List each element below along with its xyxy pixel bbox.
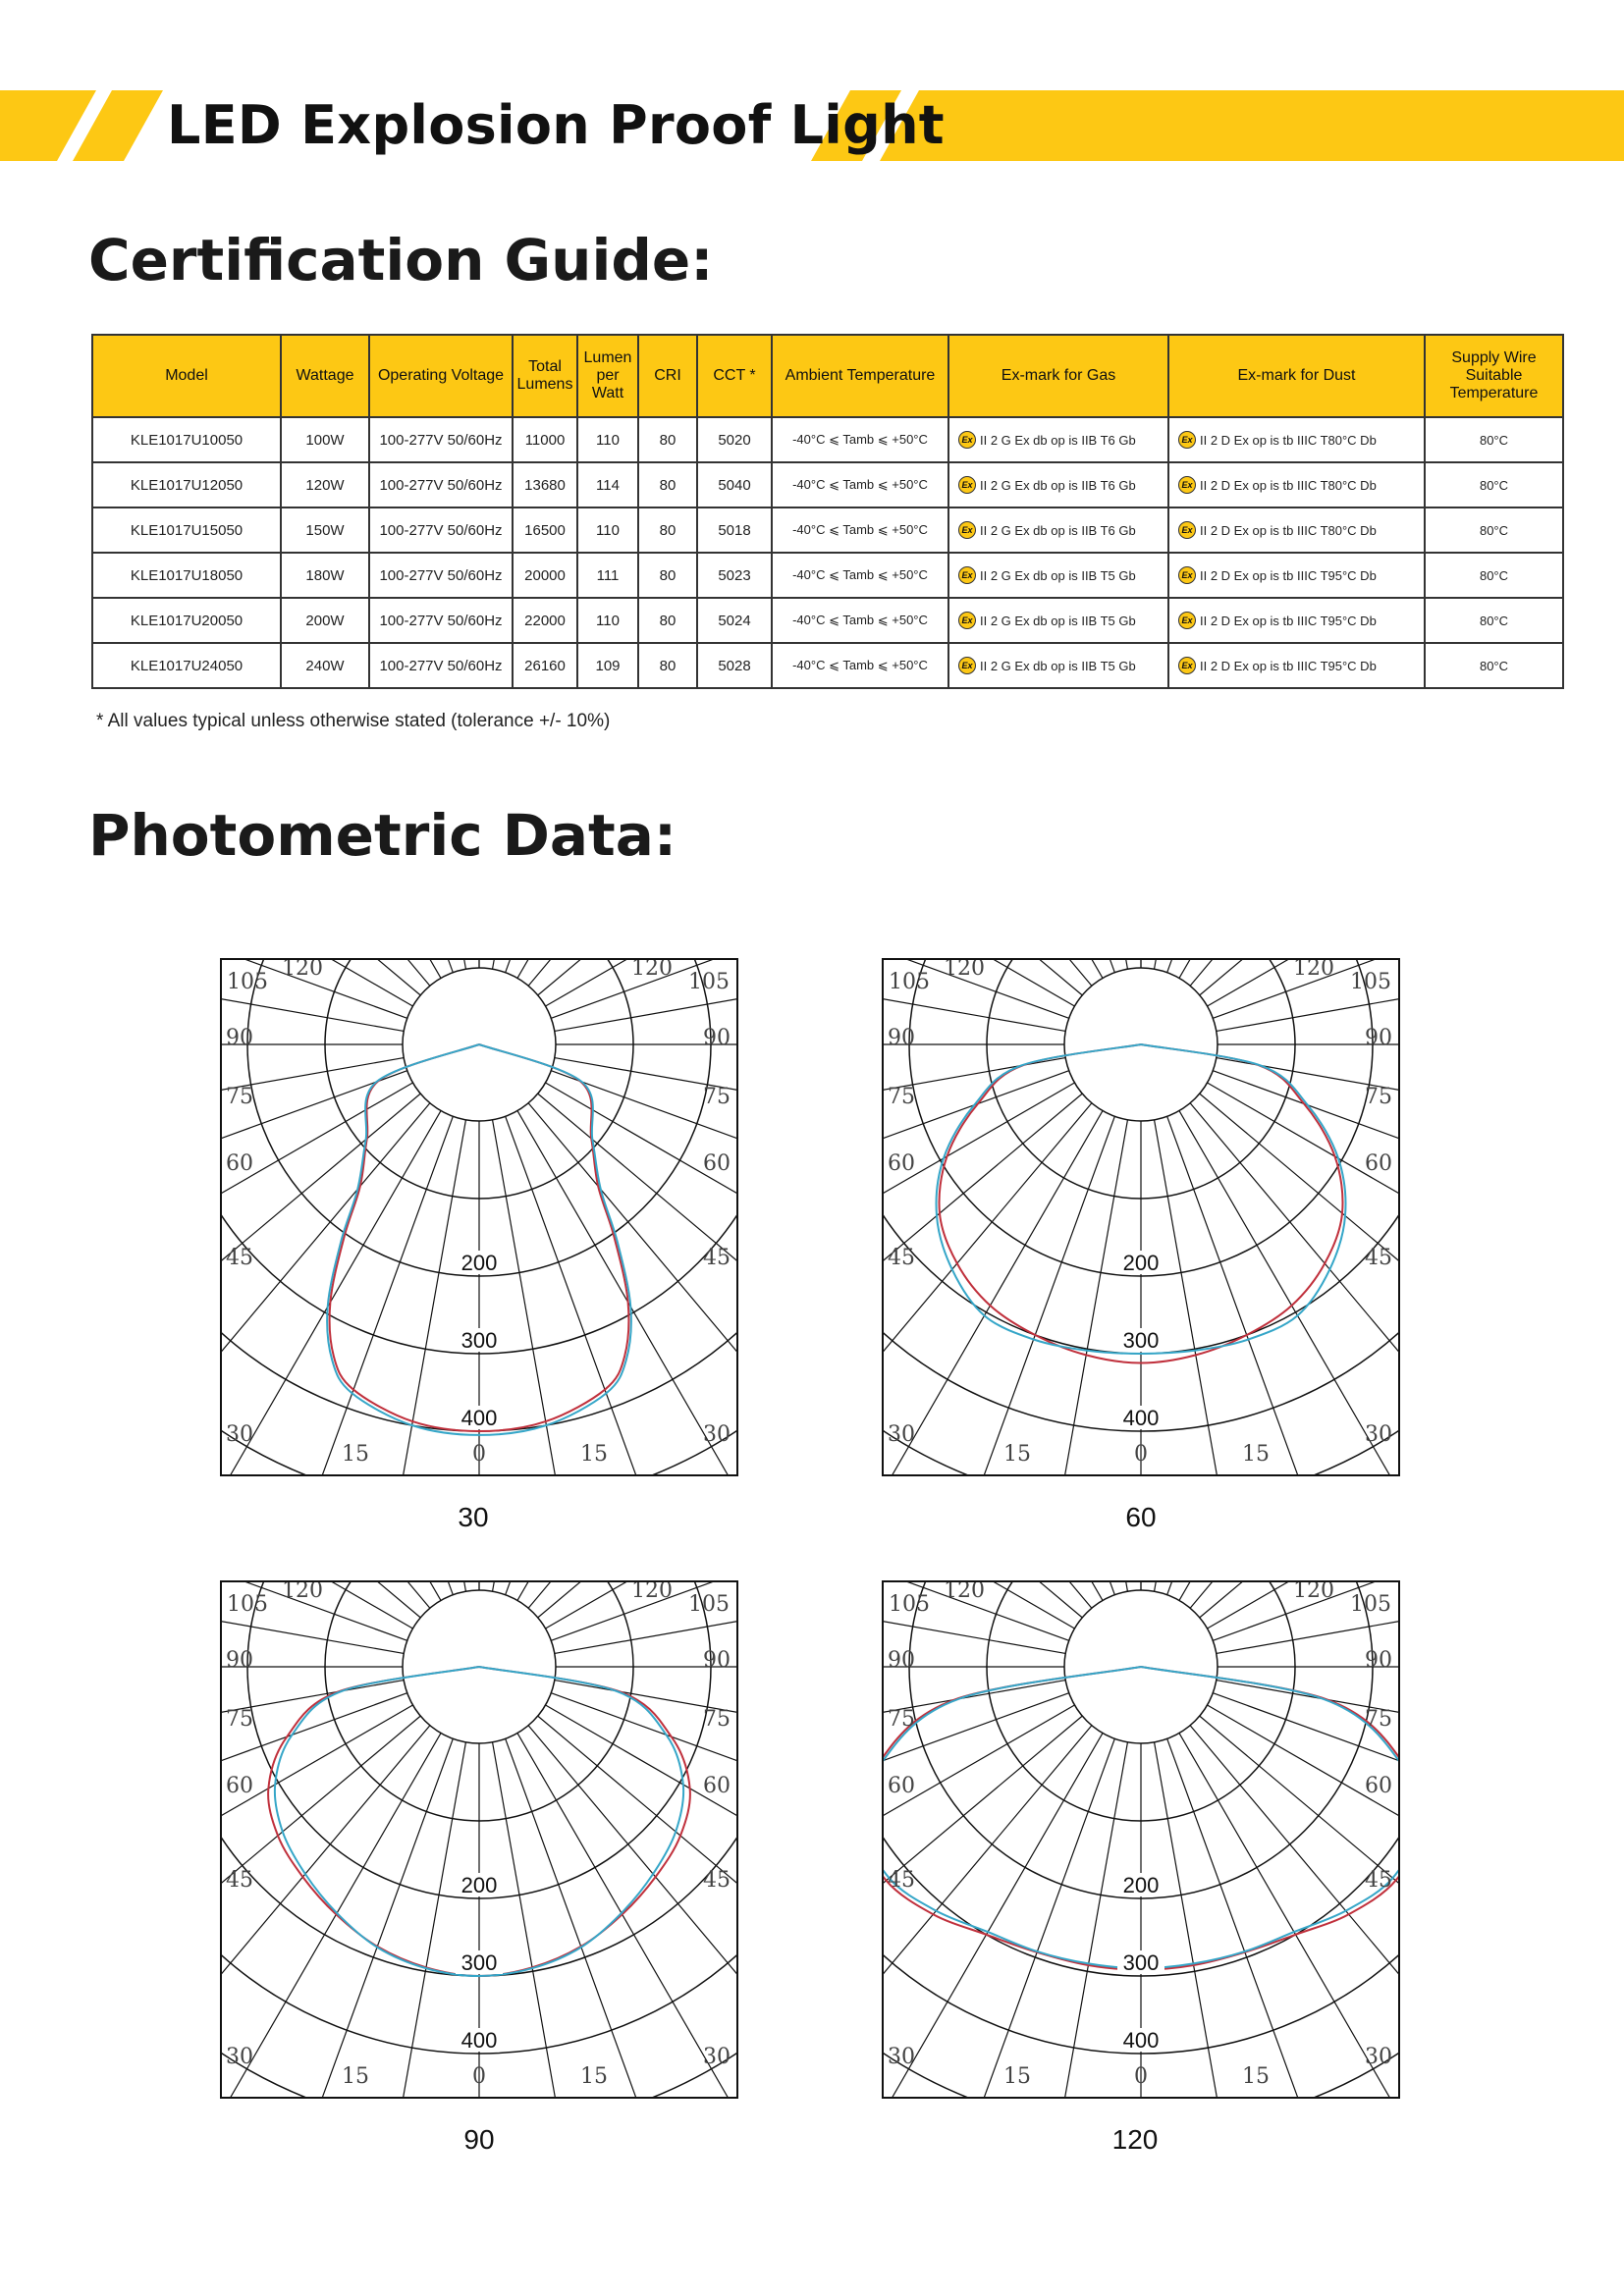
- cell-ambient: -40°C ⩽ Tamb ⩽ +50°C: [772, 417, 948, 462]
- angle-label: 0: [472, 2064, 486, 2089]
- header-banner: [0, 90, 1624, 161]
- ex-mark-text: II 2 G Ex db op is IIB T5 Gb: [980, 567, 1136, 583]
- cell-lpw: 110: [577, 598, 638, 643]
- ex-mark-text: II 2 D Ex op is tb IIIC T95°C Db: [1200, 567, 1377, 583]
- column-header: Supply Wire Suitable Temperature: [1425, 335, 1563, 417]
- ex-mark-text: II 2 D Ex op is tb IIIC T95°C Db: [1200, 658, 1377, 673]
- polar-chart: [220, 958, 738, 1476]
- angle-label: 105: [1350, 1592, 1391, 1617]
- cell-gas: [948, 417, 1168, 462]
- grid-spoke: [882, 1083, 1074, 1476]
- grid-spoke: [220, 1738, 453, 2099]
- cell-cri: 80: [638, 553, 697, 598]
- ex-icon: Ex: [958, 566, 976, 584]
- polar-chart: [220, 1580, 738, 2099]
- angle-label: 45: [1365, 1246, 1392, 1270]
- certification-heading: Certification Guide:: [88, 227, 714, 294]
- cell-voltage: 100-277V 50/60Hz: [369, 643, 513, 688]
- grid-spoke: [555, 1681, 738, 1821]
- angle-label: 75: [703, 1085, 731, 1109]
- angle-label: 45: [226, 1868, 253, 1893]
- ex-mark: [1172, 657, 1421, 674]
- polar-chart-svg: [220, 958, 738, 1476]
- ex-mark-text: II 2 G Ex db op is IIB T6 Gb: [980, 432, 1136, 448]
- cell-wattage: 200W: [281, 598, 369, 643]
- ex-icon: Ex: [1178, 612, 1196, 629]
- cell-cct: 5040: [697, 462, 772, 507]
- chart-caption: 120: [1111, 2124, 1159, 2155]
- angle-label: 15: [342, 1442, 369, 1467]
- ex-mark-text: II 2 G Ex db op is IIB T5 Gb: [980, 658, 1136, 673]
- cell-lumens: 11000: [513, 417, 577, 462]
- page-title: LED Explosion Proof Light: [167, 94, 945, 156]
- grid-spoke: [220, 1058, 404, 1199]
- grid-spoke: [220, 1705, 412, 2099]
- angle-label: 120: [944, 958, 985, 981]
- angle-label: 45: [703, 1246, 731, 1270]
- angle-label: 90: [888, 1026, 915, 1050]
- cell-cct: 5023: [697, 553, 772, 598]
- angle-label: 30: [888, 2045, 915, 2069]
- cell-cct: 5024: [697, 598, 772, 643]
- cell-voltage: 100-277V 50/60Hz: [369, 417, 513, 462]
- ex-mark-text: II 2 D Ex op is tb IIIC T80°C Db: [1200, 477, 1377, 493]
- ex-icon: Ex: [958, 657, 976, 674]
- angle-label: 105: [889, 1592, 930, 1617]
- angle-label: 60: [888, 1774, 915, 1798]
- angle-label: 90: [888, 1648, 915, 1673]
- cell-dust: [1168, 507, 1425, 553]
- angle-label: 90: [226, 1026, 253, 1050]
- ex-mark: [952, 566, 1164, 584]
- grid-spoke: [546, 1705, 738, 2099]
- cell-lpw: 110: [577, 417, 638, 462]
- cell-gas: [948, 462, 1168, 507]
- angle-label: 15: [580, 2064, 608, 2089]
- angle-label: 75: [1365, 1707, 1392, 1732]
- angle-label: 0: [472, 1442, 486, 1467]
- cell-lpw: 109: [577, 643, 638, 688]
- cell-lumens: 26160: [513, 643, 577, 688]
- ex-icon: Ex: [958, 431, 976, 449]
- cell-dust: [1168, 417, 1425, 462]
- cell-wattage: 120W: [281, 462, 369, 507]
- polar-chart-svg: [882, 958, 1400, 1476]
- ex-mark: [1172, 566, 1421, 584]
- ex-icon: Ex: [958, 521, 976, 539]
- cell-gas: [948, 643, 1168, 688]
- cell-model: KLE1017U18050: [92, 553, 281, 598]
- cell-gas: [948, 553, 1168, 598]
- ex-mark-text: II 2 G Ex db op is IIB T6 Gb: [980, 522, 1136, 538]
- ex-mark: [952, 657, 1164, 674]
- angle-label: 120: [1293, 1580, 1334, 1603]
- cell-wire: 80°C: [1425, 553, 1563, 598]
- angle-label: 60: [703, 1151, 731, 1176]
- angle-label: 120: [282, 958, 323, 981]
- ex-icon: Ex: [1178, 431, 1196, 449]
- cell-model: KLE1017U10050: [92, 417, 281, 462]
- angle-label: 105: [227, 1592, 268, 1617]
- cell-ambient: -40°C ⩽ Tamb ⩽ +50°C: [772, 598, 948, 643]
- column-header: Operating Voltage: [369, 335, 513, 417]
- radial-tick-label: 200: [1122, 1251, 1160, 1275]
- grid-spoke: [1217, 1058, 1400, 1199]
- grid-spoke: [882, 1738, 1114, 2099]
- angle-label: 60: [226, 1774, 253, 1798]
- ex-mark: [1172, 431, 1421, 449]
- chart-caption: 30: [458, 1502, 489, 1532]
- grid-spoke: [882, 1058, 1065, 1199]
- column-header: Ex-mark for Dust: [1168, 335, 1425, 417]
- grid-spoke: [1217, 1681, 1400, 1821]
- table-row: [92, 553, 1563, 598]
- angle-label: 30: [1365, 1422, 1392, 1447]
- angle-label: 120: [1293, 958, 1334, 981]
- radial-tick-label: 400: [1122, 2028, 1160, 2053]
- angle-label: 45: [888, 1246, 915, 1270]
- polar-chart: [882, 958, 1400, 1476]
- cell-wire: 80°C: [1425, 598, 1563, 643]
- polar-grid: [220, 958, 738, 1476]
- cell-lumens: 20000: [513, 553, 577, 598]
- radial-tick-label: 300: [460, 1950, 498, 1975]
- cell-ambient: -40°C ⩽ Tamb ⩽ +50°C: [772, 553, 948, 598]
- ex-mark-text: II 2 G Ex db op is IIB T5 Gb: [980, 613, 1136, 628]
- cell-lpw: 111: [577, 553, 638, 598]
- angle-label: 30: [703, 1422, 731, 1447]
- chart-caption: 90: [463, 2124, 495, 2155]
- cell-wattage: 100W: [281, 417, 369, 462]
- cell-voltage: 100-277V 50/60Hz: [369, 507, 513, 553]
- angle-label: 90: [1365, 1648, 1392, 1673]
- ex-icon: Ex: [1178, 657, 1196, 674]
- polar-chart: [882, 1580, 1400, 2099]
- angle-label: 15: [1242, 1442, 1270, 1467]
- angle-label: 30: [888, 1422, 915, 1447]
- cell-model: KLE1017U12050: [92, 462, 281, 507]
- angle-label: 60: [1365, 1774, 1392, 1798]
- angle-label: 75: [1365, 1085, 1392, 1109]
- angle-label: 105: [688, 970, 730, 994]
- cell-wire: 80°C: [1425, 507, 1563, 553]
- cell-lpw: 110: [577, 507, 638, 553]
- grid-spoke: [220, 1681, 404, 1821]
- angle-label: 105: [688, 1592, 730, 1617]
- cell-gas: [948, 507, 1168, 553]
- cell-wattage: 150W: [281, 507, 369, 553]
- angle-label: 120: [944, 1580, 985, 1603]
- angle-label: 60: [703, 1774, 731, 1798]
- angle-label: 30: [703, 2045, 731, 2069]
- angle-label: 0: [1134, 1442, 1148, 1467]
- angle-label: 45: [888, 1868, 915, 1893]
- angle-label: 15: [1003, 2064, 1031, 2089]
- grid-spoke: [1208, 1083, 1400, 1476]
- cell-dust: [1168, 598, 1425, 643]
- radial-tick-label: 200: [460, 1873, 498, 1897]
- tolerance-note: * All values typical unless otherwise stated (tolerance +/- 10%): [96, 711, 611, 731]
- angle-label: 15: [580, 1442, 608, 1467]
- photometric-heading: Photometric Data:: [88, 802, 677, 869]
- ex-mark: [1172, 476, 1421, 494]
- polar-chart-svg: [220, 1580, 738, 2099]
- angle-label: 30: [1365, 2045, 1392, 2069]
- cell-wattage: 180W: [281, 553, 369, 598]
- column-header: CCT *: [697, 335, 772, 417]
- ex-icon: Ex: [1178, 521, 1196, 539]
- ex-mark-text: II 2 D Ex op is tb IIIC T80°C Db: [1200, 432, 1377, 448]
- cell-cri: 80: [638, 462, 697, 507]
- grid-spoke: [220, 1083, 412, 1476]
- cell-lumens: 22000: [513, 598, 577, 643]
- table-row: [92, 417, 1563, 462]
- radial-tick-label: 300: [1122, 1328, 1160, 1353]
- grid-spoke: [882, 1116, 1114, 1476]
- angle-label: 75: [703, 1707, 731, 1732]
- grid-spoke: [546, 1083, 738, 1476]
- chart-caption: 60: [1125, 1502, 1157, 1532]
- cell-dust: [1168, 553, 1425, 598]
- angle-label: 75: [226, 1707, 253, 1732]
- angle-label: 90: [703, 1648, 731, 1673]
- radial-tick-label: 400: [460, 2028, 498, 2053]
- angle-label: 45: [226, 1246, 253, 1270]
- angle-label: 120: [282, 1580, 323, 1603]
- cell-ambient: -40°C ⩽ Tamb ⩽ +50°C: [772, 507, 948, 553]
- cell-model: KLE1017U15050: [92, 507, 281, 553]
- angle-label: 90: [1365, 1026, 1392, 1050]
- angle-label: 15: [1003, 1442, 1031, 1467]
- angle-label: 15: [1242, 2064, 1270, 2089]
- ex-mark: [952, 431, 1164, 449]
- ex-mark: [952, 612, 1164, 629]
- angle-label: 60: [1365, 1151, 1392, 1176]
- angle-label: 45: [703, 1868, 731, 1893]
- cell-cri: 80: [638, 598, 697, 643]
- cell-cct: 5028: [697, 643, 772, 688]
- certification-table: [91, 334, 1564, 689]
- table-row: [92, 507, 1563, 553]
- angle-label: 15: [342, 2064, 369, 2089]
- angle-label: 105: [227, 970, 268, 994]
- angle-label: 120: [631, 1580, 673, 1603]
- ex-mark-text: II 2 G Ex db op is IIB T6 Gb: [980, 477, 1136, 493]
- radial-tick-label: 300: [1122, 1950, 1160, 1975]
- radial-tick-label: 200: [460, 1251, 498, 1275]
- angle-label: 90: [703, 1026, 731, 1050]
- angle-label: 0: [1134, 2064, 1148, 2089]
- cell-gas: [948, 598, 1168, 643]
- column-header: Ambient Temperature: [772, 335, 948, 417]
- column-header: Lumen per Watt: [577, 335, 638, 417]
- ex-mark: [952, 521, 1164, 539]
- cell-wire: 80°C: [1425, 462, 1563, 507]
- angle-label: 90: [226, 1648, 253, 1673]
- cell-cri: 80: [638, 643, 697, 688]
- cell-model: KLE1017U24050: [92, 643, 281, 688]
- ex-icon: Ex: [958, 612, 976, 629]
- angle-label: 60: [226, 1151, 253, 1176]
- table-header-row: [92, 335, 1563, 417]
- cell-ambient: -40°C ⩽ Tamb ⩽ +50°C: [772, 643, 948, 688]
- cell-cri: 80: [638, 507, 697, 553]
- ex-mark: [952, 476, 1164, 494]
- cell-lumens: 16500: [513, 507, 577, 553]
- cell-model: KLE1017U20050: [92, 598, 281, 643]
- polar-grid: [882, 958, 1400, 1476]
- ex-mark: [1172, 521, 1421, 539]
- grid-spoke: [555, 1058, 738, 1199]
- cell-lpw: 114: [577, 462, 638, 507]
- angle-label: 75: [888, 1707, 915, 1732]
- angle-label: 60: [888, 1151, 915, 1176]
- cell-wire: 80°C: [1425, 417, 1563, 462]
- angle-label: 75: [888, 1085, 915, 1109]
- cell-voltage: 100-277V 50/60Hz: [369, 462, 513, 507]
- cell-wattage: 240W: [281, 643, 369, 688]
- angle-label: 105: [1350, 970, 1391, 994]
- table-row: [92, 462, 1563, 507]
- cell-wire: 80°C: [1425, 643, 1563, 688]
- angle-label: 30: [226, 2045, 253, 2069]
- cell-ambient: -40°C ⩽ Tamb ⩽ +50°C: [772, 462, 948, 507]
- table-row: [92, 598, 1563, 643]
- cell-cct: 5020: [697, 417, 772, 462]
- ex-mark-text: II 2 D Ex op is tb IIIC T80°C Db: [1200, 522, 1377, 538]
- grid-spoke: [882, 1681, 1065, 1821]
- column-header: Ex-mark for Gas: [948, 335, 1168, 417]
- radial-tick-label: 400: [1122, 1406, 1160, 1430]
- polar-grid: [882, 1580, 1400, 2099]
- angle-label: 105: [889, 970, 930, 994]
- column-header: Model: [92, 335, 281, 417]
- table-row: [92, 643, 1563, 688]
- angle-label: 120: [631, 958, 673, 981]
- angle-label: 75: [226, 1085, 253, 1109]
- cell-dust: [1168, 643, 1425, 688]
- angle-label: 30: [226, 1422, 253, 1447]
- ex-mark: [1172, 612, 1421, 629]
- cell-voltage: 100-277V 50/60Hz: [369, 598, 513, 643]
- angle-label: 45: [1365, 1868, 1392, 1893]
- column-header: CRI: [638, 335, 697, 417]
- polar-grid: [220, 1580, 738, 2099]
- polar-chart-svg: [882, 1580, 1400, 2099]
- cell-cri: 80: [638, 417, 697, 462]
- cell-lumens: 13680: [513, 462, 577, 507]
- column-header: Wattage: [281, 335, 369, 417]
- ex-icon: Ex: [1178, 566, 1196, 584]
- cell-cct: 5018: [697, 507, 772, 553]
- column-header: Total Lumens: [513, 335, 577, 417]
- ex-mark-text: II 2 D Ex op is tb IIIC T95°C Db: [1200, 613, 1377, 628]
- radial-tick-label: 300: [460, 1328, 498, 1353]
- radial-tick-label: 200: [1122, 1873, 1160, 1897]
- ex-icon: Ex: [958, 476, 976, 494]
- radial-tick-label: 400: [460, 1406, 498, 1430]
- cell-voltage: 100-277V 50/60Hz: [369, 553, 513, 598]
- cell-dust: [1168, 462, 1425, 507]
- ex-icon: Ex: [1178, 476, 1196, 494]
